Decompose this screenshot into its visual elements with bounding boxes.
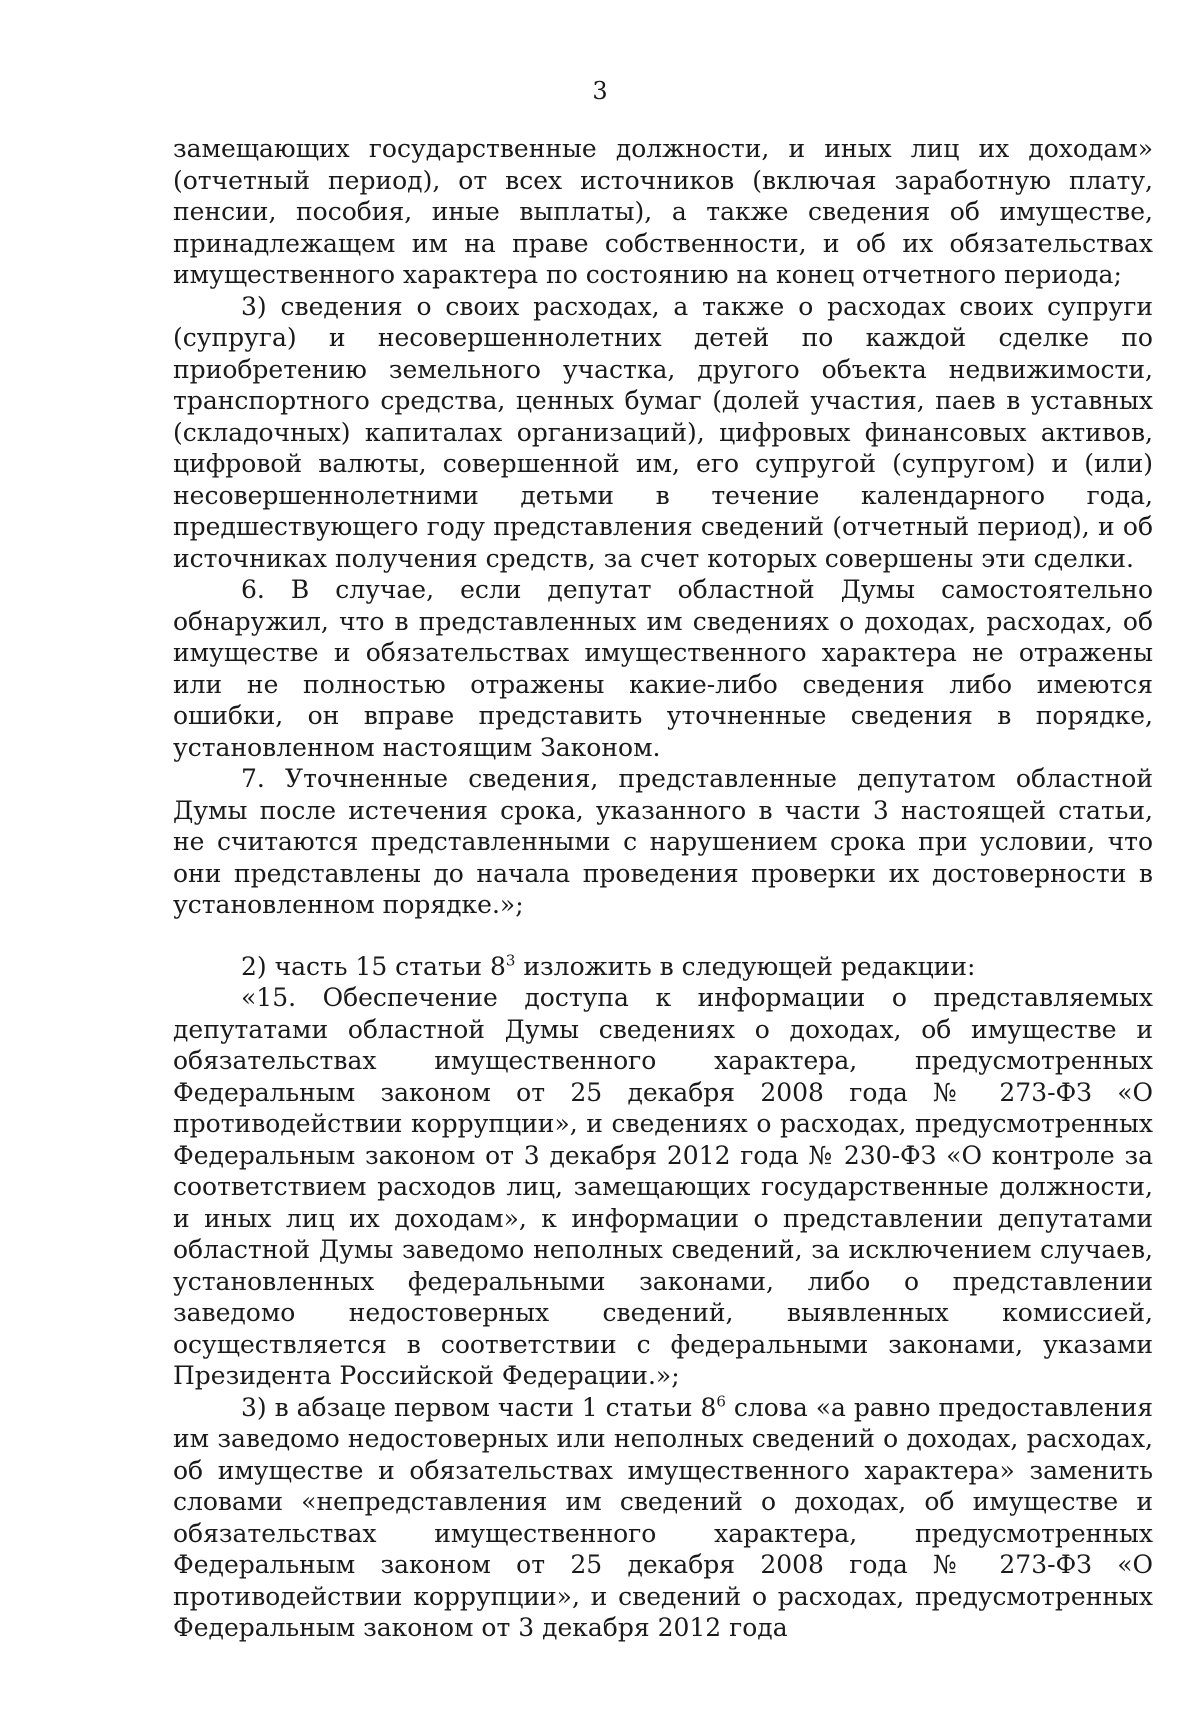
amendment-3-text: 3) в абзаце первом части 1 статьи 8 — [241, 1392, 717, 1422]
paragraph-amendment-3 — [173, 1392, 1153, 1644]
amendment-3-text-end: слова «а равно предоставления им заведомо недостоверных или неполных сведений о доходах, расходах, об имуществе и обязательствах имущественного характера» заменить словами «непредставления им сведений о доходах, об имуществе и обязательствах имущественного характера, предусмотренных Федеральным законом от 25 декабря 2008 года № 273-ФЗ «О противодействии коррупции», и сведений о расходах, предусмотренных Федеральным законом от 3 декабря 2012 года — [173, 1392, 1153, 1642]
amendment-2-text-end: изложить в следующей редакции: — [515, 951, 976, 981]
page-number: 3 — [592, 77, 608, 105]
paragraph-part-15: «15. Обеспечение доступа к информации о представляемых депутатами областной Думы сведениях о доходах, об имуществе и обязательствах имущественного характера, предусмотренных Федеральным законом от 25 декабря 2008 года № 273-ФЗ «О противодействии коррупции», и сведениях о расходах, предусмотренных Федеральным законом от 3 декабря 2012 года № 230-ФЗ «О контроле за соответствием расходов лиц, замещающих государственные должности, и иных лиц их доходам», к информации о представлении депутатами областной Думы заведомо неполных сведений, за исключением случаев, установленных федеральными законами, либо о представлении заведомо недостоверных сведений, выявленных комиссией, осуществляется в соответствии с федеральными законами, указами Президента Российской Федерации.»; — [173, 983, 1153, 1390]
amendment-2-text: 2) часть 15 статьи 8 — [241, 951, 506, 981]
paragraph-part-6: 6. В случае, если депутат областной Думы самостоятельно обнаружил, что в представленных им сведениях о доходах, расходах, об имуществе и обязательствах имущественного характера не отражены или не полностью отражены какие-либо сведения либо имеются ошибки, он вправе представить уточненные сведения в порядке, установленном настоящим Законом. — [173, 575, 1153, 762]
document-body — [173, 133, 1153, 1644]
paragraph-amendment-2 — [173, 951, 1153, 983]
superscript-6: 6 — [716, 1392, 726, 1411]
paragraph-item-3: 3) сведения о своих расходах, а также о расходах своих супруги (супруга) и несовершеннолетних детей по каждой сделке по приобретению земельного участка, другого объекта недвижимости, транспортного средства, ценных бумаг (долей участия, паев в уставных (складочных) капиталах организаций), цифровых финансовых активов, цифровой валюты, совершенной им, его супругой (супругом) и (или) несовершеннолетними детьми в течение календарного года, предшествующего году представления сведений (отчетный период), и об источниках получения средств, за счет которых совершены эти сделки. — [173, 291, 1153, 573]
superscript-3: 3 — [505, 951, 516, 970]
paragraph-part-7: 7. Уточненные сведения, представленные депутатом областной Думы после истечения срока, указанного в части 3 настоящей статьи, не считаются представленными с нарушением срока при условии, что они представлены до начала проведения проверки их достоверности в установленном порядке.»; — [173, 764, 1153, 919]
paragraph-continuation: замещающих государственные должности, и иных лиц их доходам» (отчетный период), от всех источников (включая заработную плату, пенсии, пособия, иные выплаты), а также сведения об имуществе, принадлежащем им на праве собственности, и об их обязательствах имущественного характера по состоянию на конец отчетного периода; — [173, 134, 1153, 289]
